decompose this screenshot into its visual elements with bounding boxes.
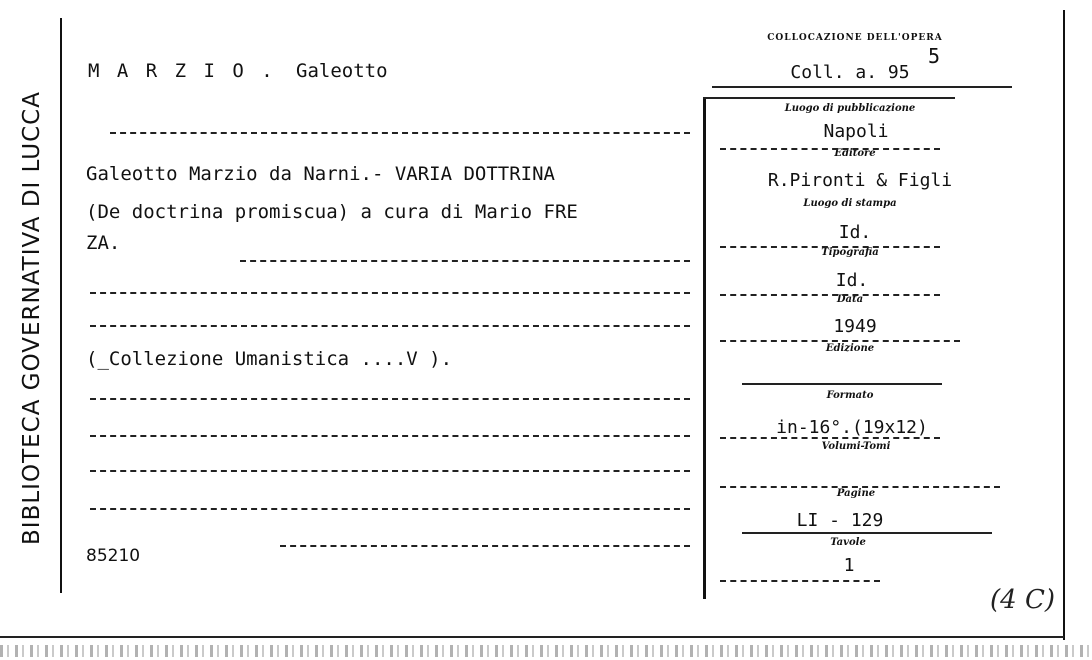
bottom-border-line — [0, 636, 1064, 638]
rule — [720, 486, 1000, 488]
label-edition: Edizione — [825, 343, 875, 354]
rule — [90, 435, 690, 437]
value-date: 1949 — [833, 316, 877, 337]
rule — [240, 260, 690, 262]
value-place-of-publication: Napoli — [823, 121, 889, 142]
rule — [720, 340, 960, 342]
handwritten-note: (4 C) — [990, 585, 1055, 615]
value-printer: Id. — [835, 270, 869, 291]
rule — [703, 97, 955, 99]
rule — [720, 148, 940, 150]
label-place-of-printing: Luogo di stampa — [803, 198, 897, 209]
sidebar — [12, 18, 52, 598]
card-number: 85210 — [86, 546, 141, 566]
rule — [720, 246, 940, 248]
label-publisher: Editore — [834, 148, 876, 159]
rule — [90, 325, 690, 327]
value-publisher: R.Pironti & Figli — [767, 170, 953, 191]
value-place-of-printing: Id. — [838, 222, 872, 243]
rule — [90, 398, 690, 400]
label-printer: Tipografia — [821, 247, 879, 258]
rule — [90, 508, 690, 510]
collocation-superscript: 5 — [928, 44, 941, 68]
left-border-line — [60, 18, 62, 593]
rule — [90, 470, 690, 472]
description-line-2: (De doctrina promiscua) a cura di Mario FRE — [86, 201, 578, 223]
right-border-line — [1063, 10, 1065, 640]
rule — [90, 292, 690, 294]
value-plates: 1 — [843, 555, 855, 576]
value-format: in-16°.(19x12) — [776, 417, 928, 438]
library-name: BIBLIOTECA GOVERNATIVA DI LUCCA — [19, 91, 45, 545]
series-line: (_Collezione Umanistica ....V ). — [86, 348, 453, 370]
collocation-header: COLLOCAZIONE DELL'OPERA — [767, 33, 943, 43]
rule — [742, 383, 942, 385]
rule — [712, 86, 1012, 88]
label-date: Data — [836, 294, 864, 305]
rule — [742, 532, 992, 534]
rule — [720, 437, 940, 439]
rule — [280, 545, 690, 547]
description-line-3: ZA. — [86, 232, 121, 254]
heading-surname: M A R Z I O . — [88, 60, 276, 82]
label-format: Formato — [826, 390, 874, 401]
value-pages: LI - 129 — [796, 510, 884, 531]
label-volumes: Volumi-Tomi — [821, 441, 891, 452]
rule — [110, 132, 690, 134]
heading-forename: Galeotto — [296, 60, 388, 82]
label-plates: Tavole — [830, 537, 866, 548]
label-place-of-publication: Luogo di pubblicazione — [784, 103, 916, 114]
rule — [720, 294, 940, 296]
rule — [720, 580, 880, 582]
description-line-1: Galeotto Marzio da Narni.- VARIA DOTTRINA — [86, 163, 555, 185]
collocation-value: Coll. a. 95 — [790, 62, 910, 83]
catalog-column-border — [703, 97, 706, 599]
scan-noise-strip — [0, 645, 1092, 657]
label-pages: Pagine — [836, 488, 876, 499]
